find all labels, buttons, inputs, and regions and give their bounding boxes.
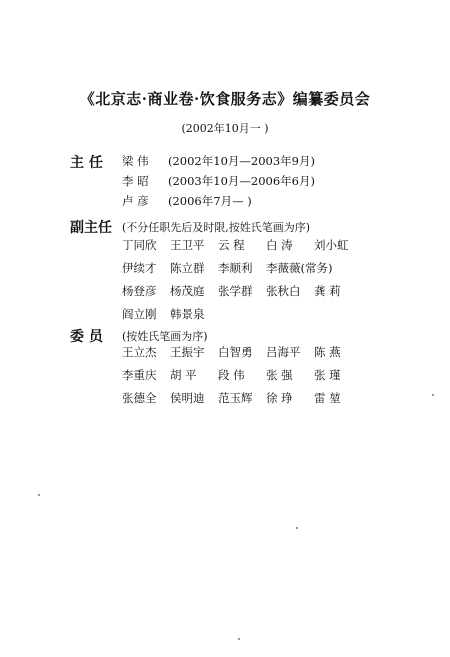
member-name: 段 伟 xyxy=(218,368,245,382)
chair-name: 梁 伟 xyxy=(122,154,149,168)
members-grid xyxy=(122,344,362,407)
page-title: 《北京志·商业卷·饮食服务志》编纂委员会 xyxy=(79,90,371,108)
chair-name: 李 昭 xyxy=(122,174,149,188)
member-name: 陈 燕 xyxy=(314,345,341,359)
member-name: 范玉辉 xyxy=(218,391,253,405)
member-name: 胡 平 xyxy=(170,368,197,382)
vice-chair-grid xyxy=(122,237,362,323)
vice-chair-name: 白 涛 xyxy=(266,238,293,252)
vice-chair-name: 李顺利 xyxy=(218,261,253,275)
vice-chair-name: 龚 莉 xyxy=(314,284,341,298)
member-name: 王振宇 xyxy=(170,345,205,359)
members-label: 委 员 xyxy=(70,329,103,345)
member-name: 侯明迪 xyxy=(170,391,205,405)
scan-speck xyxy=(38,494,40,496)
vice-chair-name: 丁同欣 xyxy=(122,238,157,252)
scan-speck xyxy=(238,638,240,640)
chair-label: 主 任 xyxy=(70,155,103,171)
chair-term: (2006年7月— ) xyxy=(168,194,252,208)
member-name: 吕海平 xyxy=(266,345,301,359)
vice-chair-note: (不分任职先后及时限,按姓氏笔画为序) xyxy=(122,221,311,234)
member-name: 王立杰 xyxy=(122,345,157,359)
vice-chair-name: 阎立刚 xyxy=(122,307,157,321)
date-range: (2002年10月一 ) xyxy=(181,122,269,135)
vice-chair-name: 陈立群 xyxy=(170,261,205,275)
chair-term: (2002年10月—2003年9月) xyxy=(168,154,315,168)
vice-chair-name: 李薇薇(常务) xyxy=(266,261,333,275)
vice-chair-name: 王卫平 xyxy=(170,238,205,252)
member-name: 白智勇 xyxy=(218,345,253,359)
member-name: 张德全 xyxy=(122,391,157,405)
chair-row xyxy=(122,193,252,209)
vice-chair-name: 刘小虹 xyxy=(314,238,349,252)
vice-chair-name: 杨茂庭 xyxy=(170,284,205,298)
chair-term: (2003年10月—2006年6月) xyxy=(168,174,315,188)
vice-chair-name: 伊续才 xyxy=(122,261,157,275)
vice-chair-name: 张秋白 xyxy=(266,284,301,298)
scan-speck xyxy=(432,394,434,396)
chair-name: 卢 彦 xyxy=(122,194,149,208)
scan-speck xyxy=(296,527,298,529)
vice-chair-label: 副主任 xyxy=(70,220,112,236)
members-note: (按姓氏笔画为序) xyxy=(122,330,208,343)
member-name: 徐 琤 xyxy=(266,391,293,405)
chair-row xyxy=(122,153,315,169)
vice-chair-name: 云 程 xyxy=(218,238,245,252)
vice-chair-name: 杨登彦 xyxy=(122,284,157,298)
member-name: 张 瑾 xyxy=(314,368,341,382)
vice-chair-name: 韩景泉 xyxy=(170,307,205,321)
member-name: 雷 堃 xyxy=(314,391,341,405)
member-name: 张 强 xyxy=(266,368,293,382)
member-name: 李重庆 xyxy=(122,368,157,382)
vice-chair-name: 张学群 xyxy=(218,284,253,298)
chair-row xyxy=(122,173,315,189)
